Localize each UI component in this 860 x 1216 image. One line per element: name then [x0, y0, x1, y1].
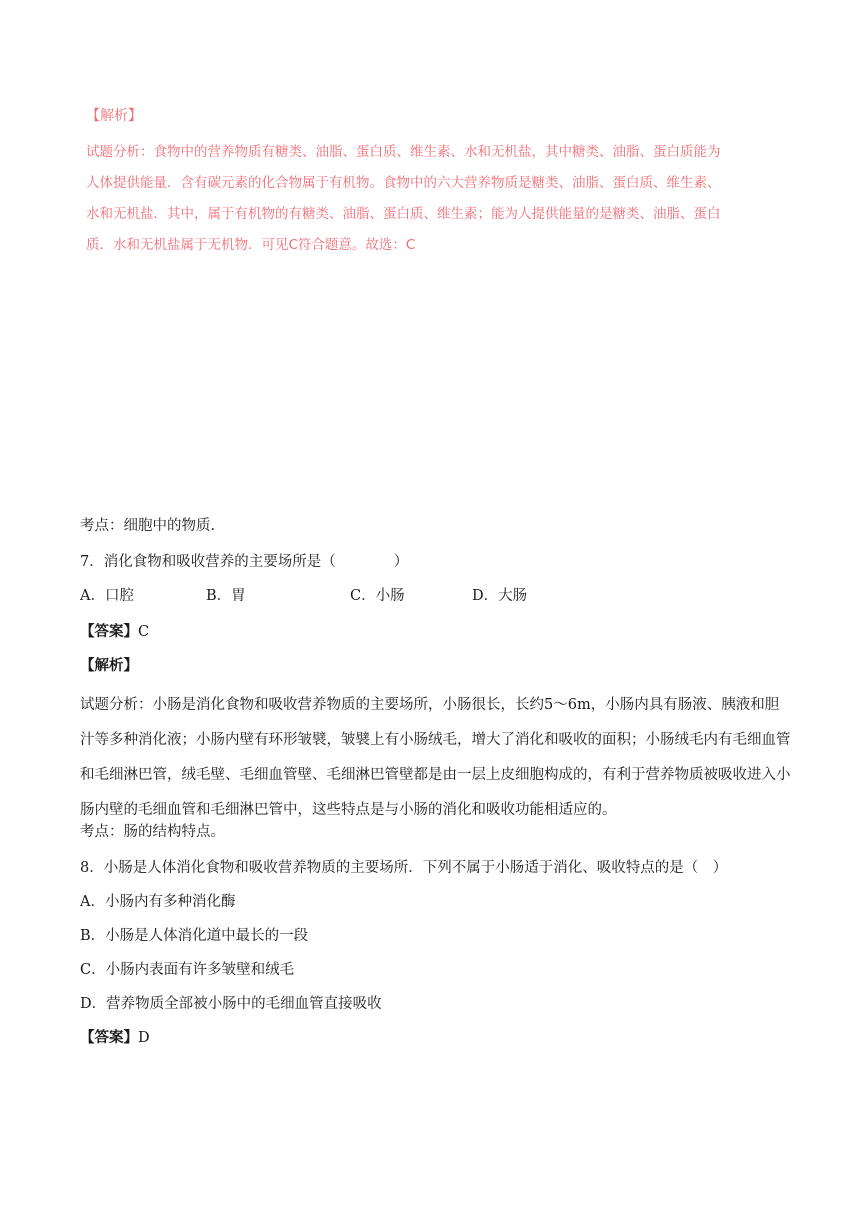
question-7-options: [80, 584, 552, 605]
kaodian-intestine-structure: 考点：肠的结构特点。: [80, 824, 225, 840]
question-8-option-a: A．小肠内有多种消化酶: [80, 894, 236, 910]
answer-label: 【答案】: [80, 623, 138, 640]
question-8-option-d: D．营养物质全部被小肠中的毛细血管直接吸收: [80, 996, 382, 1012]
answer-value: C: [138, 624, 150, 640]
question-7-option-d: D．大肠: [472, 588, 528, 604]
question-7-option-b: B．胃: [206, 588, 246, 604]
question-7-analysis: 试题分析：小肠是消化食物和吸收营养物质的主要场所，小肠很长，长约5～6m，小肠内具有肠液、胰液和胆汁等多种消化液；小肠内壁有环形皱襞，皱襞上有小肠绒毛，增大了消化和吸收的面积；小肠绒毛内有毛细血管和毛细淋巴管，绒毛壁、毛细血管壁、毛细淋巴管壁都是由一层上皮细胞构成的，有利于营养物质被吸收进入小肠内壁的毛细血管和毛细淋巴管中，这些特点是与小肠的消化和吸收功能相适应的。: [80, 697, 791, 818]
answer-value: D: [138, 1030, 150, 1046]
answer-label: 【答案】: [80, 1029, 138, 1046]
question-8-option-c: C．小肠内表面有许多皱壁和绒毛: [80, 962, 295, 978]
question-7-stem: 7．消化食物和吸收营养的主要场所是（ ）: [80, 554, 409, 570]
question-7-option-a: A．口腔: [80, 588, 134, 604]
faded-analysis-heading: 【解析】: [86, 108, 142, 124]
faded-analysis-paragraph: 试题分析：食物中的营养物质有糖类、油脂、蛋白质、维生素、水和无机盐，其中糖类、油脂、蛋白质能为人体提供能量．含有碳元素的化合物属于有机物。食物中的六大营养物质是糖类、油脂、蛋白质、维生素、水和无机盐．其中，属于有机物的有糖类、油脂、蛋白质、维生素；能为人提供能量的是糖类、油脂、蛋白质．水和无机盐属于无机物．可见C符合题意。故选：C: [86, 144, 721, 253]
question-8-stem: 8．小肠是人体消化食物和吸收营养物质的主要场所．下列不属于小肠适于消化、吸收特点的是（ ）: [80, 860, 728, 876]
question-7-analysis-heading: 【解析】: [80, 657, 138, 674]
question-8-option-b: B．小肠是人体消化道中最长的一段: [80, 928, 309, 944]
question-7-option-c: C．小肠: [350, 588, 405, 604]
kaodian-cell-substances: 考点：细胞中的物质.: [80, 518, 216, 534]
question-7-answer: [80, 620, 149, 641]
question-8-answer: [80, 1026, 150, 1047]
